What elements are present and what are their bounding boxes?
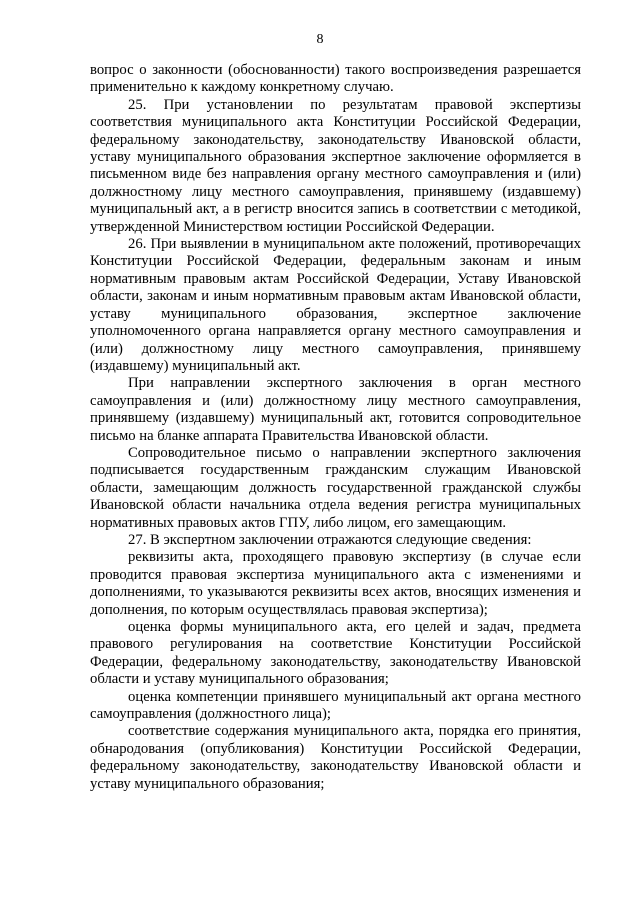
list-item-content-conformity: соответствие содержания муниципального акта, порядка его принятия, обнародования (опубликования) Конституции Российской Федерации, федеральному законодательству, законодательству Ивановской области и уставу муниципального образования; [90, 723, 581, 792]
list-item-competence-assessment: оценка компетенции принявшего муниципальный акт органа местного самоуправления (должностного лица); [90, 688, 581, 723]
list-item-form-assessment: оценка формы муниципального акта, его целей и задач, предмета правового регулирования на соответствие Конституции Российской Федерации, федеральному законодательству, законодательству Ивановской области и уставу муниципального образования; [90, 619, 581, 688]
document-body [90, 62, 581, 793]
paragraph-item-27: 27. В экспертном заключении отражаются следующие сведения: [128, 531, 532, 548]
paragraph-continuation: вопрос о законности (обоснованности) такого воспроизведения разрешается применительно к каждому конкретному случаю. [90, 62, 581, 96]
paragraph-item-25: 25. При установлении по результатам правовой экспертизы соответствия муниципального акта Конституции Российской Федерации, федеральному законодательству, законодательству Ивановской области, уставу муниципального образования экспертное заключение оформляется в письменном виде без направления органу местного самоуправления и (или) должностному лицу местного самоуправления, принявшему (издавшему) муниципальный акт, а в регистр вносится запись в соответствии с методикой, утвержденной Министерством юстиции Российской Федерации. [90, 96, 581, 235]
paragraph-cover-letter-preparation: При направлении экспертного заключения в орган местного самоуправления и (или) должностному лицу местного самоуправления, принявшему (издавшему) муниципальный акт, готовится сопроводительное письмо на бланке аппарата Правительства Ивановской области. [90, 375, 581, 444]
paragraph-cover-letter-signing: Сопроводительное письмо о направлении экспертного заключения подписывается государственным гражданским служащим Ивановской области, замещающим должность государственной гражданской службы Ивановской области начальника отдела ведения регистра муниципальных нормативных правовых актов ГПУ, либо лицом, его замещающим. [90, 444, 581, 531]
list-item-act-details: реквизиты акта, проходящего правовую экспертизу (в случае если проводится правовая экспертиза муниципального акта с изменениями и дополнениями, то указываются реквизиты всех актов, вносящих изменения и дополнения, по которым осуществлялась правовая экспертиза); [90, 549, 581, 618]
paragraph-item-26: 26. При выявлении в муниципальном акте положений, противоречащих Конституции Российской Федерации, федеральным законам и иным нормативным правовым актам Российской Федерации, Уставу Ивановской области, законам и иным нормативным правовым актам Ивановской области, уставу муниципального образования, экспертное заключение уполномоченного органа направляется органу местного самоуправления и (или) должностному лицу местного самоуправления, принявшему (издавшему) муниципальный акт. [90, 236, 581, 374]
page-number: 8 [316, 32, 324, 47]
